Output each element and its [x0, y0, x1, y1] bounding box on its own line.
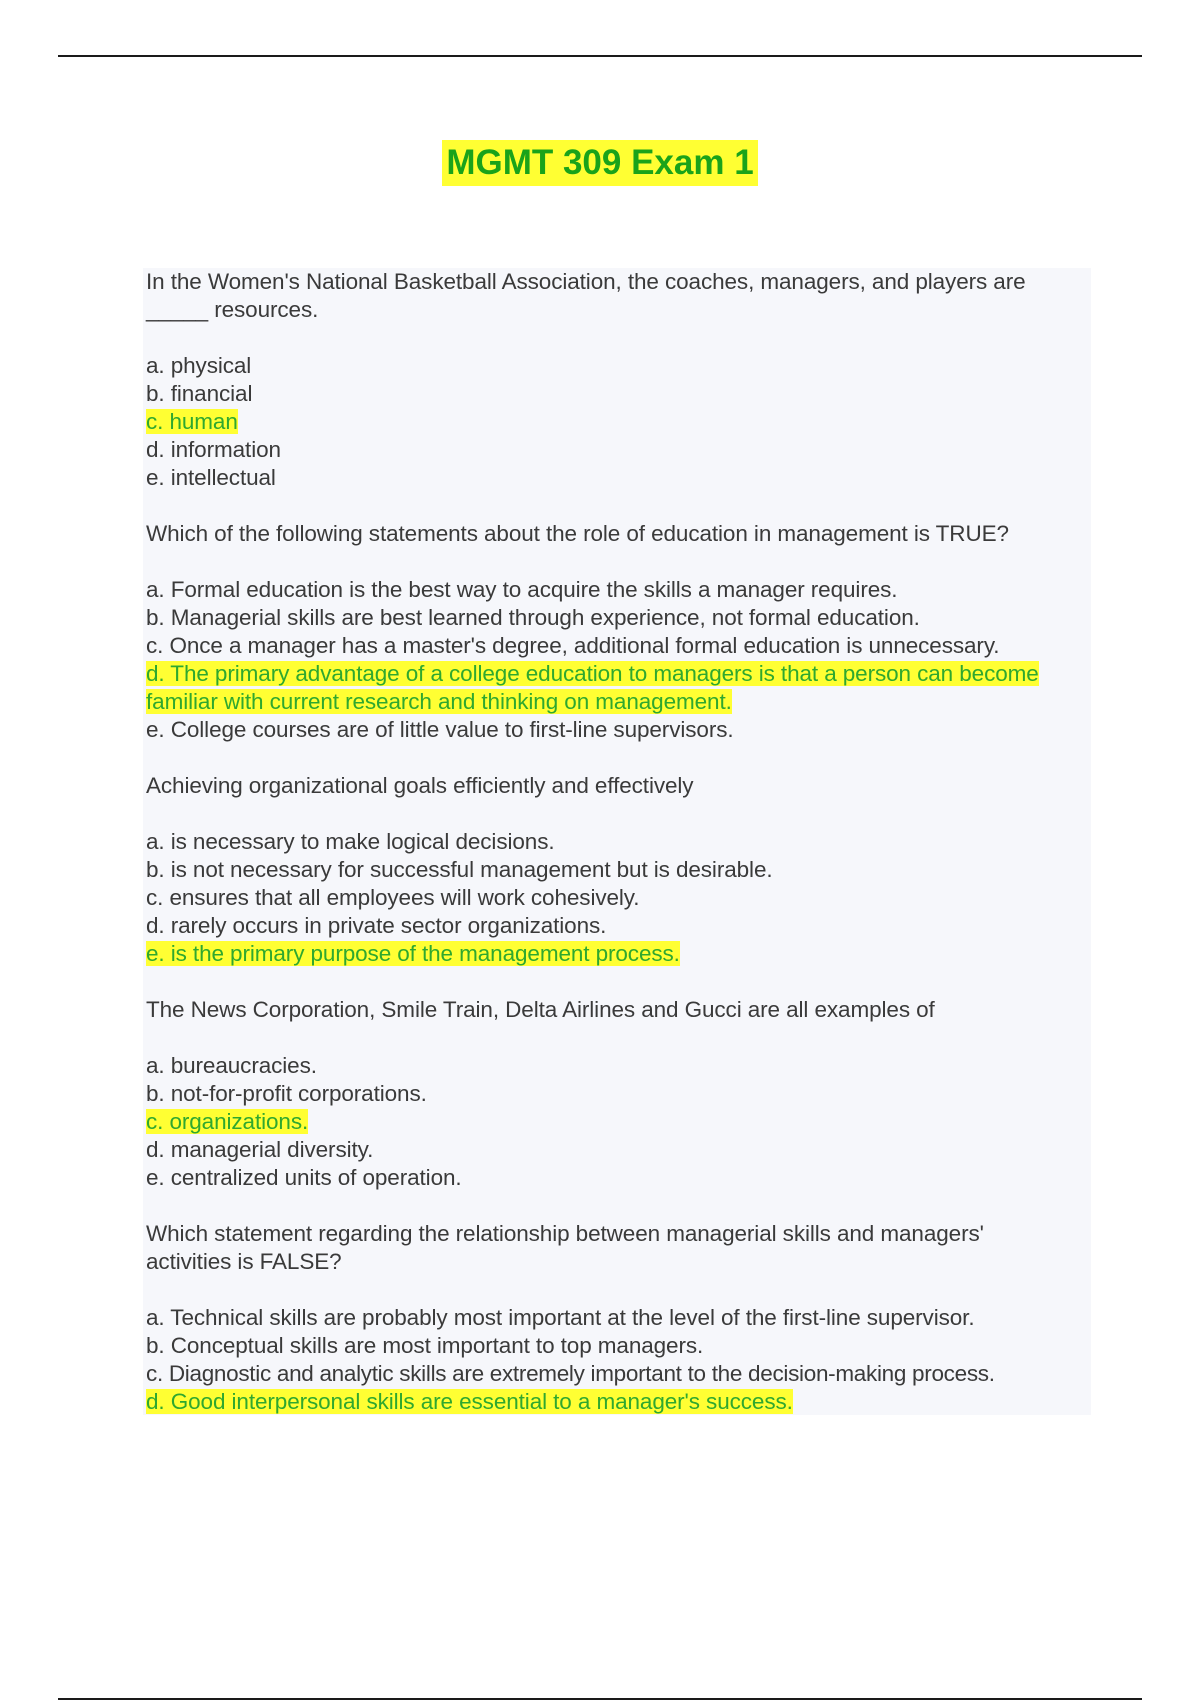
title-container	[0, 140, 1200, 186]
answer-option: a. Formal education is the best way to acquire the skills a manager requires.	[146, 577, 898, 602]
answer-option: b. not-for-profit corporations.	[146, 1081, 427, 1106]
answer-option: c. Once a manager has a master's degree, additional formal education is unnecessary.	[146, 633, 1000, 658]
answer-option: e. College courses are of little value to first-line supervisors.	[146, 717, 734, 742]
correct-answer-option: d. The primary advantage of a college education to managers is that a person can become familiar with current research and thinking on management.	[146, 661, 1039, 714]
question-block-4	[146, 996, 1091, 1192]
answer-option: b. financial	[146, 381, 253, 406]
correct-answer-option: c. human	[146, 409, 238, 434]
question-text: Which statement regarding the relationship between managerial skills and managers' activities is FALSE?	[146, 1221, 984, 1274]
question-block-1	[146, 268, 1091, 492]
question-text: Achieving organizational goals efficiently and effectively	[146, 773, 694, 798]
correct-answer-option: e. is the primary purpose of the management process.	[146, 941, 680, 966]
correct-answer-option: c. organizations.	[146, 1109, 309, 1134]
answer-option: a. physical	[146, 353, 252, 378]
answer-option: a. is necessary to make logical decisions.	[146, 829, 555, 854]
question-block-3	[146, 772, 1091, 968]
answer-option: d. information	[146, 437, 281, 462]
answer-option: e. centralized units of operation.	[146, 1165, 462, 1190]
answer-option: d. rarely occurs in private sector organizations.	[146, 913, 607, 938]
questions-panel	[143, 268, 1091, 1415]
answer-option: b. is not necessary for successful management but is desirable.	[146, 857, 773, 882]
answer-option: c. ensures that all employees will work cohesively.	[146, 885, 640, 910]
page-title: MGMT 309 Exam 1	[442, 140, 757, 186]
answer-option: b. Conceptual skills are most important to top managers.	[146, 1333, 704, 1358]
question-block-5	[146, 1220, 1091, 1416]
answer-option: a. bureaucracies.	[146, 1053, 317, 1078]
correct-answer-option: d. Good interpersonal skills are essential to a manager's success.	[146, 1389, 793, 1414]
question-text: Which of the following statements about the role of education in management is TRUE?	[146, 521, 1009, 546]
answer-option: c. Diagnostic and analytic skills are extremely important to the decision-making process.	[146, 1361, 995, 1386]
answer-option: b. Managerial skills are best learned through experience, not formal education.	[146, 605, 920, 630]
question-block-2	[146, 520, 1091, 744]
answer-option: e. intellectual	[146, 465, 276, 490]
answer-option: a. Technical skills are probably most important at the level of the first-line supervisor.	[146, 1305, 975, 1330]
answer-option: d. managerial diversity.	[146, 1137, 374, 1162]
question-text: In the Women's National Basketball Association, the coaches, managers, and players are _____ resources.	[146, 269, 1026, 322]
question-text: The News Corporation, Smile Train, Delta Airlines and Gucci are all examples of	[146, 997, 935, 1022]
top-rule	[58, 55, 1142, 57]
